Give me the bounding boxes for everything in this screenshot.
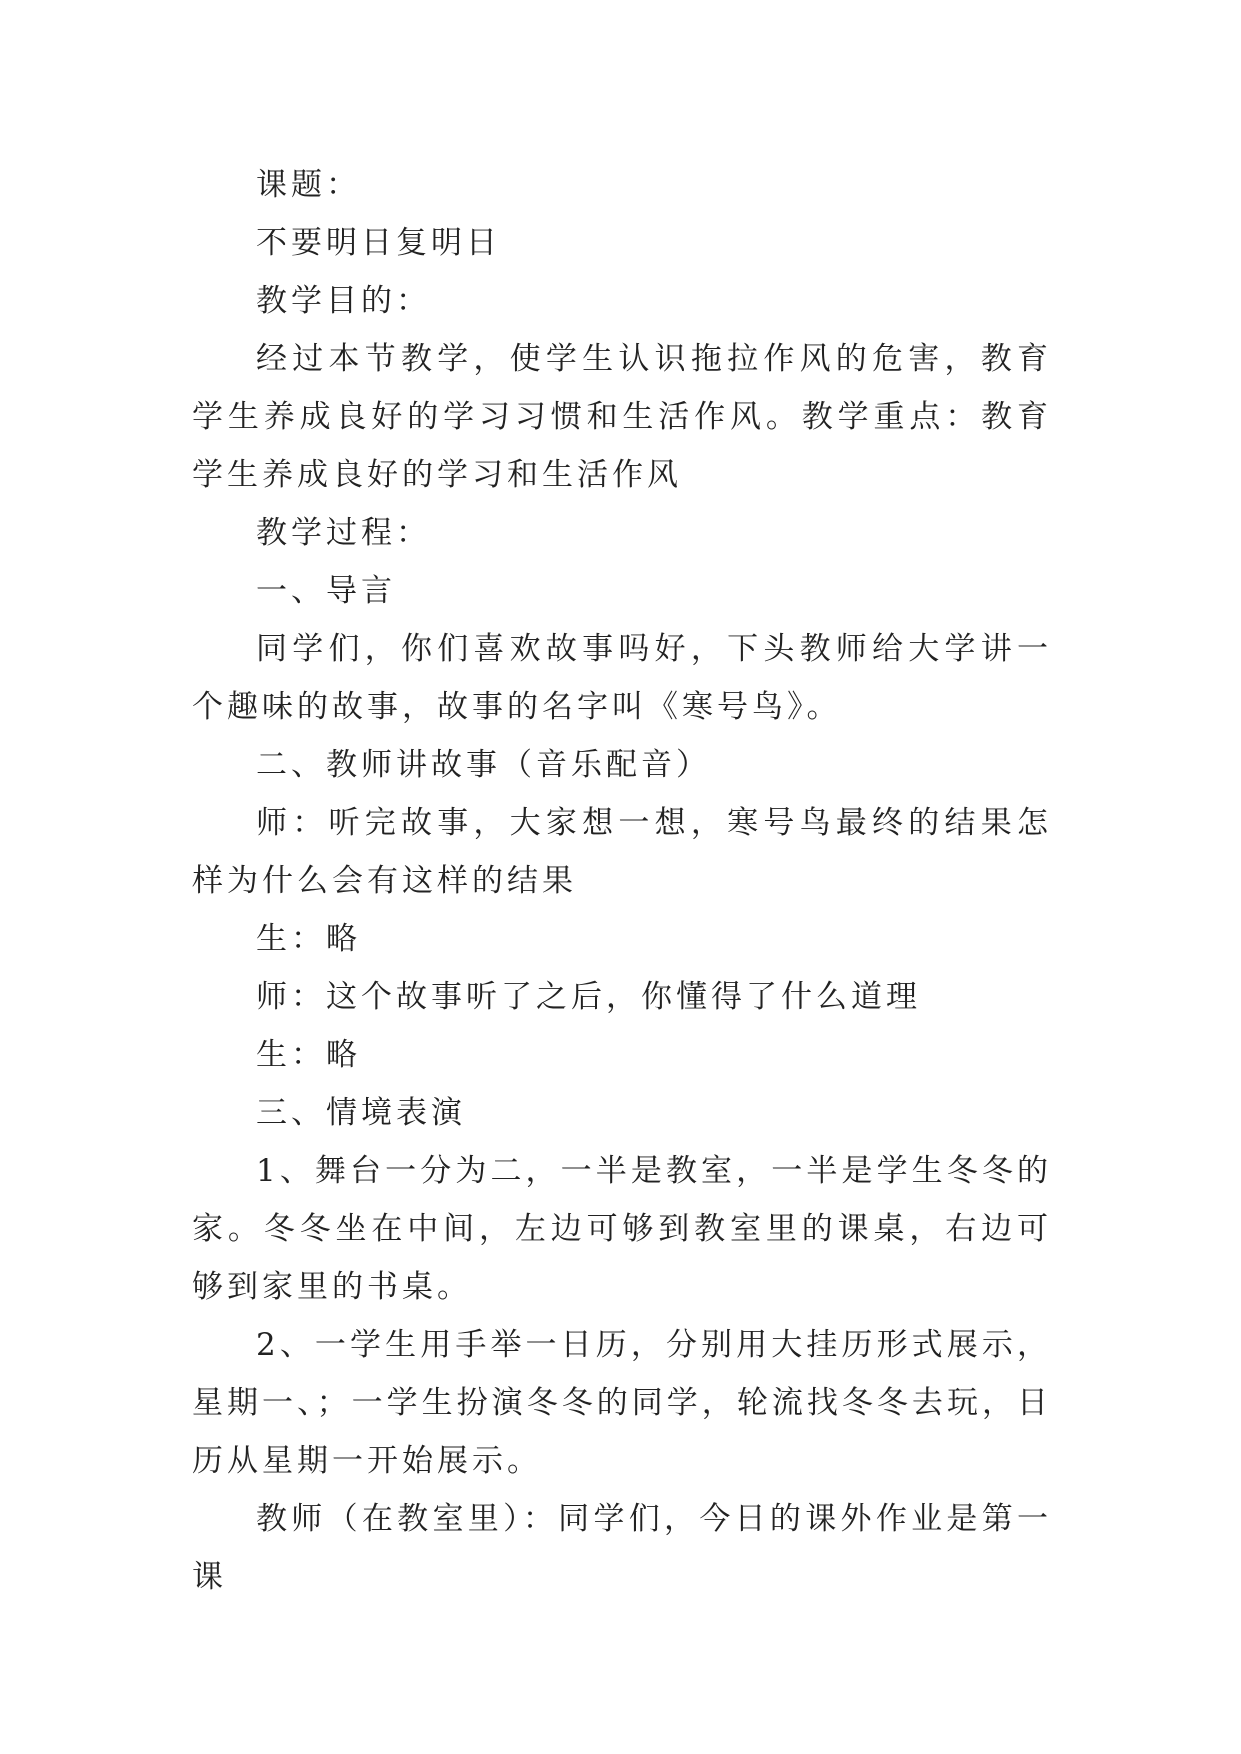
paragraph-roleplay-step-1: 1、舞台一分为二，一半是教室，一半是学生冬冬的家。冬冬坐在中间，左边可够到教室里的课桌，右边可够到家里的书桌。: [192, 1153, 1052, 1305]
paragraph-objective-text: 经过本节教学，使学生认识拖拉作风的危害，教育学生养成良好的学习习惯和生活作风。教学重点：教育学生养成良好的学习和生活作风: [192, 341, 1052, 493]
lesson-plan-body: [192, 156, 1052, 1606]
paragraph-process-label: 教学过程：: [256, 515, 431, 551]
paragraph-teacher-question-1: 师：听完故事，大家想一想，寒号鸟最终的结果怎样为什么会有这样的结果: [192, 805, 1052, 899]
paragraph-topic-label: 课题：: [256, 167, 361, 203]
paragraph-student-answer-2: 生：略: [256, 1037, 361, 1073]
paragraph-teacher-question-2: 师：这个故事听了之后，你懂得了什么道理: [256, 979, 921, 1015]
paragraph-topic-title: 不要明日复明日: [256, 225, 501, 261]
paragraph-section-story: 二、教师讲故事（音乐配音）: [256, 747, 711, 783]
paragraph-intro-text: 同学们，你们喜欢故事吗好，下头教师给大学讲一个趣味的故事，故事的名字叫《寒号鸟》。: [192, 631, 1052, 725]
paragraph-section-intro: 一、导言: [256, 573, 396, 609]
paragraph-roleplay-step-2: 2、一学生用手举一日历，分别用大挂历形式展示，星期一、；一学生扮演冬冬的同学，轮流找冬冬去玩，日历从星期一开始展示。: [192, 1327, 1052, 1479]
paragraph-student-answer-1: 生：略: [256, 921, 361, 957]
paragraph-teacher-classroom: 教师（在教室里）：同学们，今日的课外作业是第一课: [192, 1501, 1052, 1595]
paragraph-section-roleplay: 三、情境表演: [256, 1095, 466, 1131]
paragraph-objective-label: 教学目的：: [256, 283, 431, 319]
